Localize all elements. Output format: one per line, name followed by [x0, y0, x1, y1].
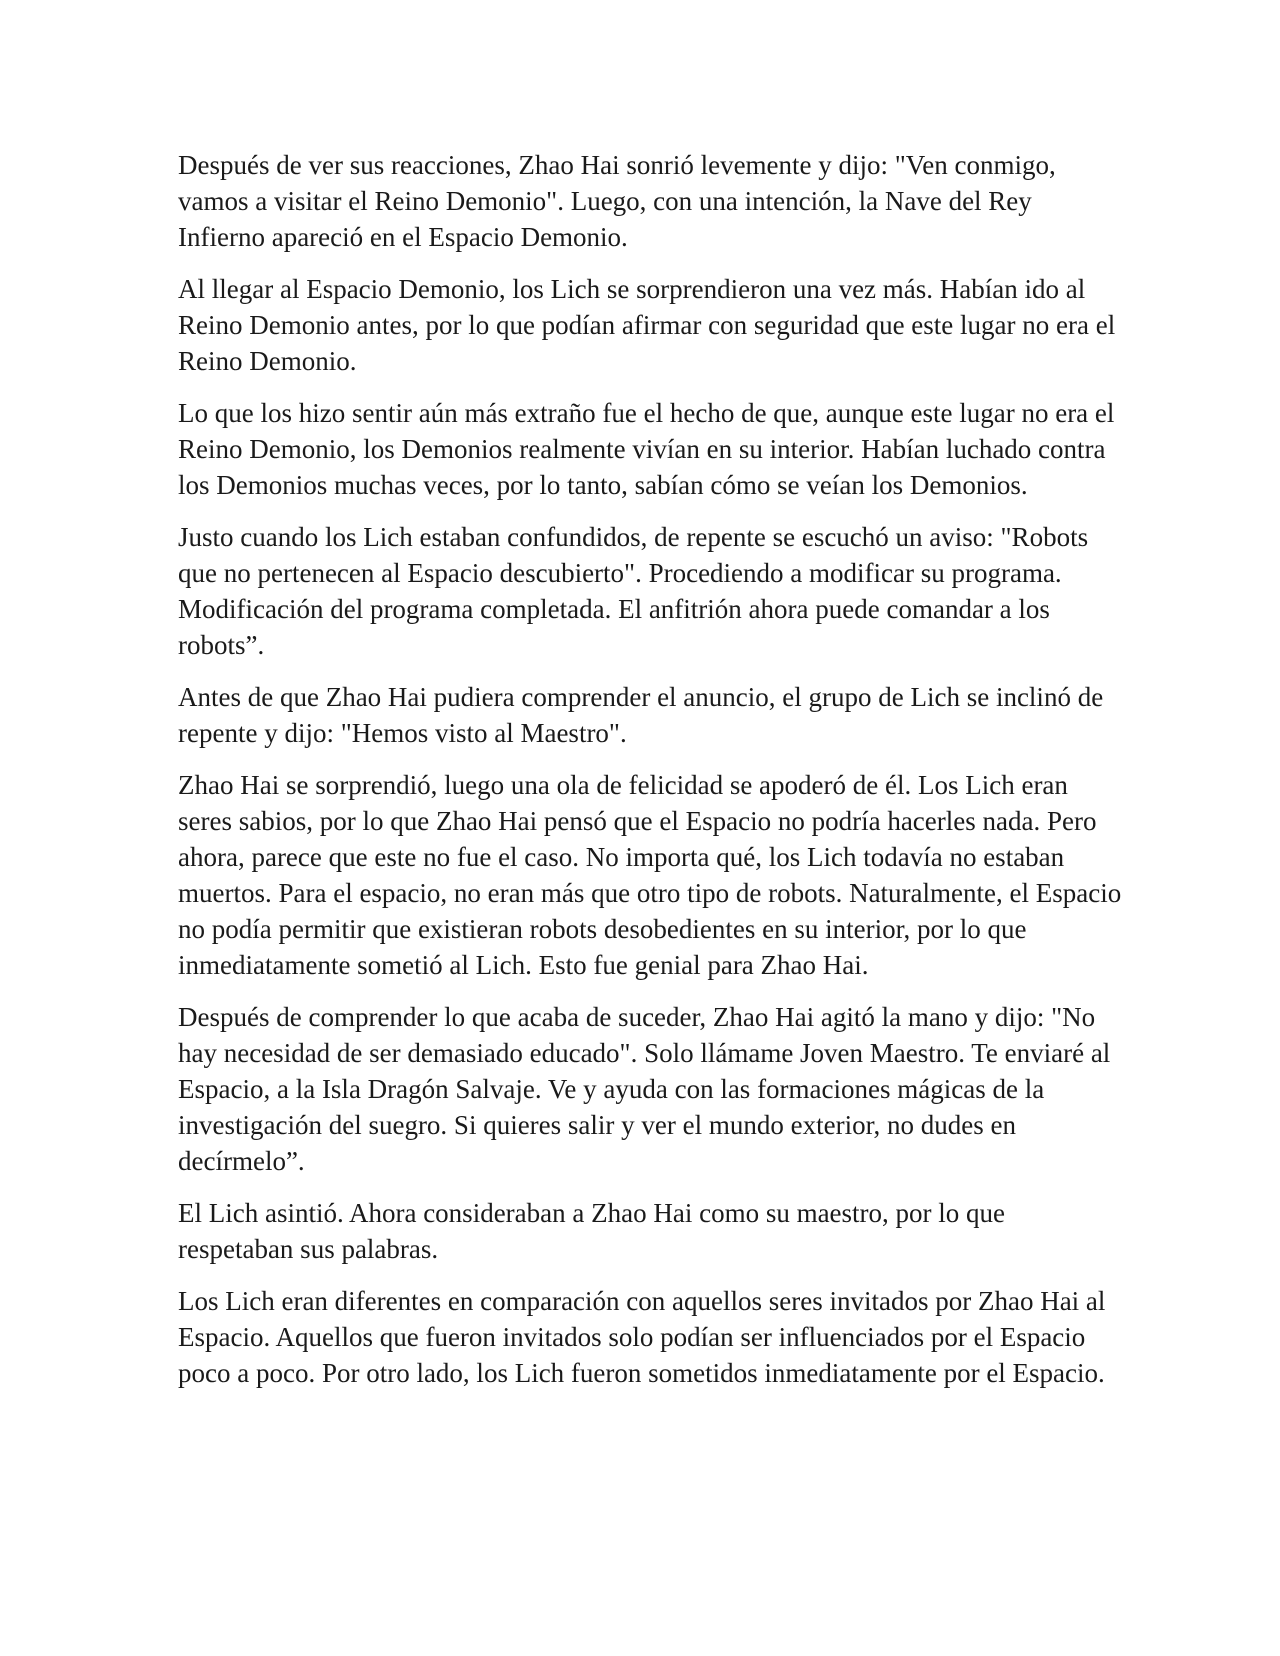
paragraph-6: Zhao Hai se sorprendió, luego una ola de felicidad se apoderó de él. Los Lich eran seres sabios, por lo que Zhao Hai pensó que el Espacio no podría hacerles nada. Pero ahora, parece que este no fue el caso. No importa qué, los Lich todavía no estaban muertos. Para el espacio, no eran más que otro tipo de robots. Naturalmente, el Espacio no podía permitir que existieran robots desobedientes en su interior, por lo que inmediatamente sometió al Lich. Esto fue genial para Zhao Hai.	[178, 770, 1122, 980]
paragraph-5: Antes de que Zhao Hai pudiera comprender el anuncio, el grupo de Lich se inclinó de repente y dijo: "Hemos visto al Maestro".	[178, 682, 1104, 748]
paragraph-3: Lo que los hizo sentir aún más extraño fue el hecho de que, aunque este lugar no era el Reino Demonio, los Demonios realmente vivían en su interior. Habían luchado contra los Demonios muchas veces, por lo tanto, sabían cómo se veían los Demonios.	[178, 398, 1115, 500]
paragraph-8: El Lich asintió. Ahora consideraban a Zhao Hai como su maestro, por lo que respetaban sus palabras.	[178, 1198, 1006, 1264]
document-body	[178, 147, 1123, 1407]
paragraph-7: Después de comprender lo que acaba de suceder, Zhao Hai agitó la mano y dijo: "No hay necesidad de ser demasiado educado". Solo llámame Joven Maestro. Te enviaré al Espacio, a la Isla Dragón Salvaje. Ve y ayuda con las formaciones mágicas de la investigación del suegro. Si quieres salir y ver el mundo exterior, no dudes en decírmelo”.	[178, 1002, 1111, 1176]
paragraph-2: Al llegar al Espacio Demonio, los Lich se sorprendieron una vez más. Habían ido al Reino Demonio antes, por lo que podían afirmar con seguridad que este lugar no era el Reino Demonio.	[178, 274, 1116, 376]
paragraph-1: Después de ver sus reacciones, Zhao Hai sonrió levemente y dijo: "Ven conmigo, vamos a visitar el Reino Demonio". Luego, con una intención, la Nave del Rey Infierno apareció en el Espacio Demonio.	[178, 150, 1056, 252]
paragraph-4: Justo cuando los Lich estaban confundidos, de repente se escuchó un aviso: "Robots que no pertenecen al Espacio descubierto". Procediendo a modificar su programa. Modificación del programa completada. El anfitrión ahora puede comandar a los robots”.	[178, 522, 1089, 660]
paragraph-9: Los Lich eran diferentes en comparación con aquellos seres invitados por Zhao Hai al Espacio. Aquellos que fueron invitados solo podían ser influenciados por el Espacio poco a poco. Por otro lado, los Lich fueron sometidos inmediatamente por el Espacio.	[178, 1286, 1106, 1388]
